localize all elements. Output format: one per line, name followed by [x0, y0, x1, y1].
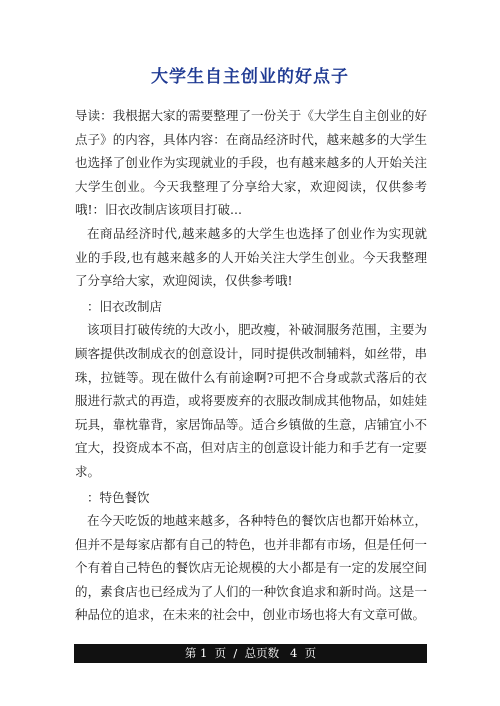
- section-heading-used-clothes-shop: ：旧衣改制店: [87, 298, 163, 314]
- intro-paragraph: 导读：我根据大家的需要整理了一份关于《大学生自主创业的好点子》的内容，具体内容：在商品经济时代，越来越多的大学生也选择了创业作为实现就业的手段，也有越来越多的人开始关注大学生创业。今天我整理了分享给大家，欢迎阅读，仅供参考哦!：旧衣改制店该项目打破...: [75, 108, 427, 218]
- body-paragraph: 在今天吃饭的地越来越多，各种特色的餐饮店也都开始林立，但并不是每家店都有自己的特色，也并非都有市场，但是任何一个有着自己特色的餐饮店无论规模的大小都是有一定的发展空间的，素食店也已经成为了人们的一种饮食追求和新时尚。这是一种品位的追求，在未来的社会中，创业市场也将大有文章可做。: [75, 513, 427, 623]
- body-paragraph: 在商品经济时代,越来越多的大学生也选择了创业作为实现就业的手段,也有越来越多的人开始关注大学生创业。今天我整理了分享给大家，欢迎阅读，仅供参考哦!: [75, 225, 427, 289]
- page-footer: 第 1 页 / 总页数 4 页: [74, 644, 427, 663]
- section-heading-specialty-dining: ：特色餐饮: [87, 489, 150, 505]
- body-paragraph: 该项目打破传统的大改小，肥改瘦，补破洞服务范围，主要为顾客提供改制成衣的创意设计，同时提供改制辅料，如丝带，串珠，拉链等。现在做什么有前途啊?可把不合身或款式落后的衣服进行款式的再造，或将要废弃的衣服改制成其他物品，如娃娃玩具，靠枕靠背，家居饰品等。适合乡镇做的生意，店铺宜小不宜大，投资成本不高，但对店主的创意设计能力和手艺有一定要求。: [75, 322, 427, 479]
- document-title: 大学生自主创业的好点子: [151, 67, 349, 87]
- document-body: [75, 104, 427, 627]
